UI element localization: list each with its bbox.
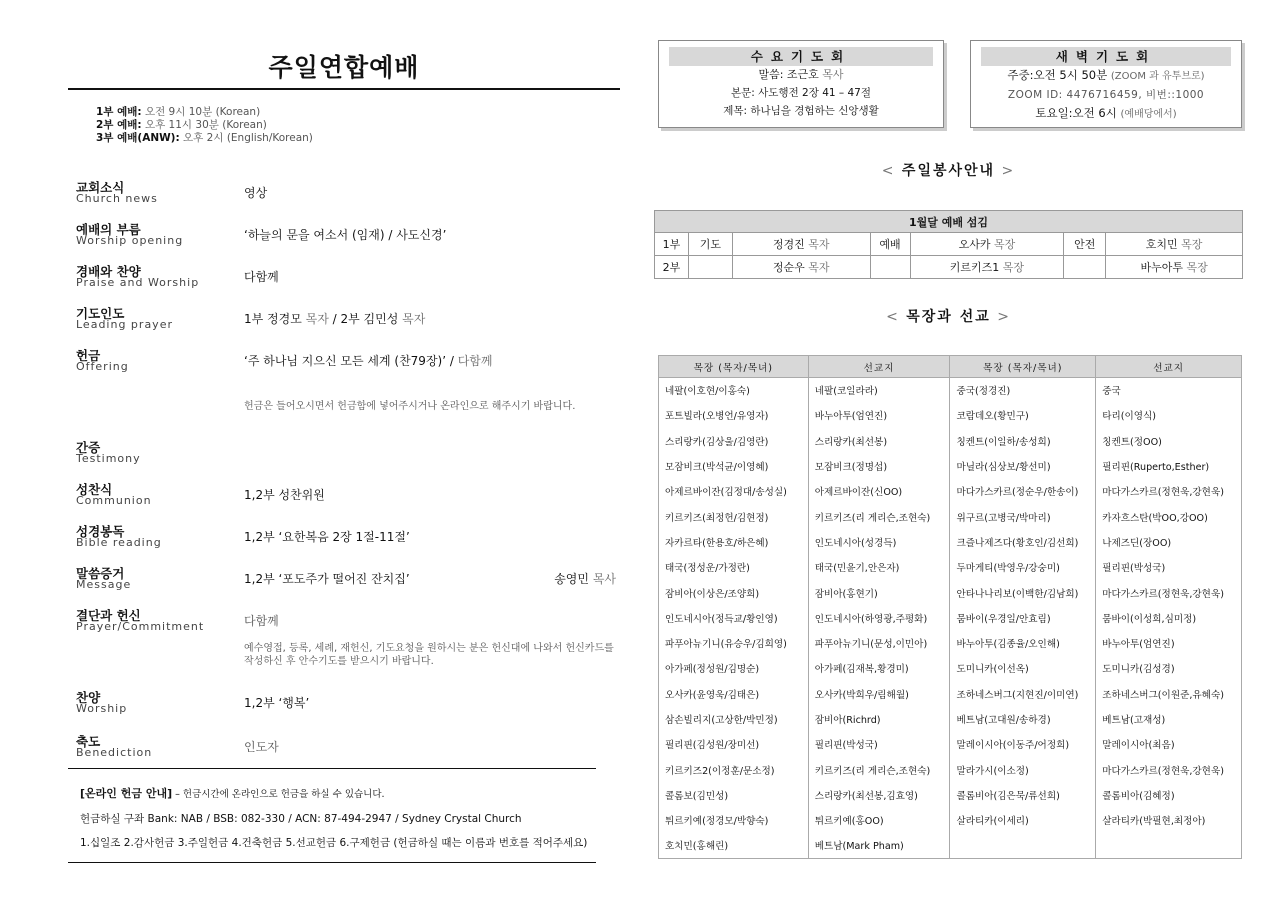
table-row <box>659 833 1242 858</box>
cell-mission-field: 나제즈딘(장OO) <box>1096 529 1242 554</box>
table-row <box>659 732 1242 757</box>
cell-mission-field: 아제르바이잔(신OO) <box>808 479 950 504</box>
cell-group: 아제르바이잔(김정대/송성실) <box>659 479 809 504</box>
cell-mission-field: 스리랑카(최선봉,김효영) <box>808 782 950 807</box>
cell-mission-field: 콜롬비아(김혜정) <box>1096 782 1242 807</box>
cell-group: 파푸아뉴기니(유승우/김희영) <box>659 630 809 655</box>
cell-mission-field: 도미니카(김성경) <box>1096 656 1242 681</box>
cell-mission-field: 마다가스카르(정현욱,강현욱) <box>1096 757 1242 782</box>
cell-mission-field: 키르키즈(리 게리슨,조현숙) <box>808 504 950 529</box>
cell-group: 말라가시(이소정) <box>950 757 1096 782</box>
cell-group: 호치민(홍해린) <box>659 833 809 858</box>
cell-mission-field: 살라티카(박필현,최정아) <box>1096 808 1242 833</box>
cell-group: 중국(정경진) <box>950 378 1096 403</box>
cell-group: 크즐나제즈다(황호인/김선희) <box>950 529 1096 554</box>
offering-divider <box>68 768 596 769</box>
cell-mission-field: 타리(이영식) <box>1096 403 1242 428</box>
cell-mission-field: 파푸아뉴기니(문성,이민아) <box>808 630 950 655</box>
service-times <box>96 106 313 145</box>
service-time-1: 1부 예배: 오전 9시 10분 (Korean) <box>96 106 261 118</box>
cell-mission-field: 튀르키예(홍OO) <box>808 808 950 833</box>
cell-group: 네팔(이호현/이홍숙) <box>659 378 809 403</box>
cell-mission-field: 인도네시아(하영광,주평화) <box>808 605 950 630</box>
table-row <box>659 681 1242 706</box>
table-row <box>659 555 1242 580</box>
duty-row: 2부 정순우 목자 키르키즈1 목장 바누아투 목장 <box>655 256 1243 279</box>
cell-mission-field: 말레이시아(최음) <box>1096 732 1242 757</box>
cell-mission-field: 필리핀(Ruperto,Esther) <box>1096 453 1242 478</box>
table-row <box>659 782 1242 807</box>
cell-group: 태국(정성운/가정란) <box>659 555 809 580</box>
cell-mission-field: 마다가스카르(정현욱,강현욱) <box>1096 580 1242 605</box>
cell-mission-field: 태국(민윤기,안은자) <box>808 555 950 580</box>
cell-group: 삼손빌리지(고상한/박민정) <box>659 706 809 731</box>
cell-mission-field <box>1096 833 1242 858</box>
cell-group: 자카르타(한용호/하은혜) <box>659 529 809 554</box>
table-row <box>659 479 1242 504</box>
cell-mission-field: 카자흐스탄(박OO,강OO) <box>1096 504 1242 529</box>
cell-group: 키르키즈2(이정훈/문소정) <box>659 757 809 782</box>
cell-group: 칭켄트(이일하/송성희) <box>950 428 1096 453</box>
cell-mission-field: 베트남(고재성) <box>1096 706 1242 731</box>
table-row <box>659 757 1242 782</box>
cell-group: 안타나나리보(이백한/김남희) <box>950 580 1096 605</box>
wednesday-prayer-box: 수요기도회 말씀: 조근호 목사 본문: 사도행전 2장 41 – 47절 제목: 하나님을 경험하는 신앙생활 <box>658 40 944 128</box>
mission-table-body <box>659 378 1242 859</box>
table-row <box>659 656 1242 681</box>
cell-mission-field: 바누아투(엄연진) <box>1096 630 1242 655</box>
cell-group: 베트남(고대원/송하경) <box>950 706 1096 731</box>
cell-mission-field: 칭켄트(정OO) <box>1096 428 1242 453</box>
table-row <box>659 504 1242 529</box>
mission-heading: < 목장과 선교 > <box>886 309 1011 325</box>
offering-types: 1.십일조 2.감사헌금 3.주일헌금 4.건축헌금 5.선교헌금 6.구제헌금 (헌금하실 때는 이름과 번호를 적어주세요) <box>80 837 588 849</box>
table-row <box>659 428 1242 453</box>
cell-mission-field: 잠비아(Richrd) <box>808 706 950 731</box>
cell-mission-field: 인도네시아(성경득) <box>808 529 950 554</box>
cell-group: 인도네시아(정득교/황인영) <box>659 605 809 630</box>
cell-mission-field: 조하네스버그(이원준,유혜숙) <box>1096 681 1242 706</box>
service-time-2: 2부 예배: 오후 11시 30분 (Korean) <box>96 119 267 131</box>
page-title: 주일연합예배 <box>268 53 420 82</box>
cell-mission-field: 네팔(코일라라) <box>808 378 950 403</box>
title-divider <box>68 88 620 90</box>
online-offering-info: [온라인 헌금 안내] – 헌금시간에 온라인으로 헌금을 하실 수 있습니다. 헌금하실 구좌 Bank: NAB / BSB: 082-330 / ACN: 87-494-2947 / Sydney Crystal Church 1.십일조 2.감사헌금 3.주일헌금 4.건축헌금 5.선교헌금 6.구제헌금 (헌금하실 때는 이름과 번호를 적어주세요) <box>80 782 610 855</box>
bottom-divider <box>68 862 596 863</box>
cell-group <box>950 833 1096 858</box>
cell-group: 오사카(윤영욱/김태은) <box>659 681 809 706</box>
service-time-3: 3부 예배(ANW): 오후 2시 (English/Korean) <box>96 132 313 144</box>
cell-group: 두마게티(박영우/강숭미) <box>950 555 1096 580</box>
cell-mission-field: 뭄바이(이성희,심미정) <box>1096 605 1242 630</box>
cell-group: 바누아투(김종율/오인해) <box>950 630 1096 655</box>
cell-mission-field: 아가페(김재복,황경미) <box>808 656 950 681</box>
cell-mission-field: 바누아투(엄연진) <box>808 403 950 428</box>
cell-mission-field: 오사카(박희우/림해월) <box>808 681 950 706</box>
cell-mission-field: 키르키즈(리 게리슨,조현숙) <box>808 757 950 782</box>
bank-details: 헌금하실 구좌 Bank: NAB / BSB: 082-330 / ACN: 87-494-2947 / Sydney Crystal Church <box>80 813 522 825</box>
table-row <box>659 580 1242 605</box>
duty-row: 1부 기도 정경진 목자 예배 오사카 목장 안전 호치민 목장 <box>655 233 1243 256</box>
duty-table: 1월달 예배 섬김 1부 기도 정경진 목자 예배 오사카 목장 안전 호치민 목장 2부 정순우 목자 키르키즈1 목장 바누아투 목장 <box>654 210 1243 279</box>
offering-note: 헌금은 들어오시면서 헌금함에 넣어주시거나 온라인으로 해주시기 바랍니다. <box>244 401 576 412</box>
table-row <box>659 529 1242 554</box>
cell-group: 코람데오(황민구) <box>950 403 1096 428</box>
cell-group: 위구르(고병국/박마리) <box>950 504 1096 529</box>
cell-group: 도미니카(이선옥) <box>950 656 1096 681</box>
cell-mission-field: 필리핀(박성국) <box>808 732 950 757</box>
cell-mission-field: 모잠비크(정명섭) <box>808 453 950 478</box>
cell-group: 말레이시아(이동주/어정희) <box>950 732 1096 757</box>
cell-group: 뭄바이(우경일/안효림) <box>950 605 1096 630</box>
cell-group: 포트빌라(오병언/유영자) <box>659 403 809 428</box>
table-row <box>659 378 1242 403</box>
wednesday-prayer-title: 수요기도회 <box>669 47 933 66</box>
cell-group: 마다가스카르(정순우/한송이) <box>950 479 1096 504</box>
cell-group: 살라티카(이세리) <box>950 808 1096 833</box>
table-row <box>659 453 1242 478</box>
cell-mission-field: 잠비아(홍현기) <box>808 580 950 605</box>
cell-group: 스리랑카(김상울/김영란) <box>659 428 809 453</box>
table-row <box>659 403 1242 428</box>
cell-group: 튀르키예(정경모/박향숙) <box>659 808 809 833</box>
cell-group: 콜롬비아(김은묵/류선희) <box>950 782 1096 807</box>
cell-mission-field: 필리핀(박성국) <box>1096 555 1242 580</box>
table-row <box>659 630 1242 655</box>
cell-mission-field: 마다가스카르(정현욱,강현욱) <box>1096 479 1242 504</box>
commitment-note: 예수영접, 등록, 세례, 재헌신, 기도요청을 원하시는 분은 헌신대에 나와서 헌신카드를 작성하신 후 안수기도를 받으시기 바랍니다. <box>244 643 614 667</box>
dawn-prayer-box: 새벽기도회 주중:오전 5시 50분 (ZOOM 과 유투브로) ZOOM ID: 4476716459, 비번::1000 토요일:오전 6시 (예배당에서) <box>970 40 1242 128</box>
cell-mission-field: 중국 <box>1096 378 1242 403</box>
duty-heading: < 주일봉사안내 > <box>881 163 1016 179</box>
cell-group: 잠비아(이상은/조양희) <box>659 580 809 605</box>
dawn-prayer-title: 새벽기도회 <box>981 47 1231 66</box>
table-row <box>659 605 1242 630</box>
preacher: 송영민 목사 <box>554 572 616 586</box>
mission-table: 목장 (목자/목녀) 선교지 목장 (목자/목녀) 선교지 네팔(이호현/이홍숙) 네팔(코일라라) 중국(정경진) 중국 포트빌라(오병언/유영자) 바누아투(엄연진) 코람데오(황민구) 타리(이영식) 스리랑카(김상울/김영란) 스리랑카(최선봉) 칭켄트(이일하/송성희) 칭켄트(정OO) 모잠비크(박석균/이영혜) 모잠비크(정명섭) 마닐라(심상보/황선미) 필리핀(Ruperto,Esther) 아제르바이잔(김정대/송성실) 아제르바이잔(신OO) 마다가스카르(정순우/한송이) 마다가스카르(정현욱,강현욱) 키르키즈(최정헌/김현정) 키르키즈(리 게리슨,조현숙) 위구르(고병국/박마리) 카자흐스탄(박OO,강OO) 자카르타(한용호/하은혜) 인도네시아(성경득) 크즐나제즈다(황호인/김선희) 나제즈딘(장OO) 태국(정성운/가정란) 태국(민윤기,안은자) 두마게티(박영우/강숭미) 필리핀(박성국) 잠비아(이상은/조양희) 잠비아(홍현기) 안타나나리보(이백한/김남희) 마다가스카르(정현욱,강현욱) 인도네시아(정득교/황인영) 인도네시아(하영광,주평화) 뭄바이(우경일/안효림) 뭄바이(이성희,심미정) 파푸아뉴기니(유승우/김희영) 파푸아뉴기니(문성,이민아) 바누아투(김종율/오인해) 바누아투(엄연진) 아가페(정성원/김명순) 아가페(김재복,황경미) 도미니카(이선옥) 도미니카(김성경) 오사카(윤영욱/김태은) 오사카(박희우/림해월) 조하네스버그(지현진/이미연) 조하네스버그(이원준,유혜숙) 삼손빌리지(고상한/박민정) 잠비아(Richrd) 베트남(고대원/송하경) 베트남(고재성) 필리핀(김성원/장미선) 필리핀(박성국) 말레이시아(이동주/어정희) 말레이시아(최음) 키르키즈2(이정훈/문소정) 키르키즈(리 게리슨,조현숙) 말라가시(이소정) 마다가스카르(정현욱,강현욱) 콜롬보(김민성) 스리랑카(최선봉,김효영) 콜롬비아(김은묵/류선희) 콜롬비아(김혜정) 튀르키예(정경모/박향숙) 튀르키예(홍OO) 살라티카(이세리) 살라티카(박필현,최정아) 호치민(홍해린) 베트남(Mark Pham) <box>658 355 1242 859</box>
cell-mission-field: 스리랑카(최선봉) <box>808 428 950 453</box>
cell-group: 모잠비크(박석균/이영혜) <box>659 453 809 478</box>
cell-group: 콜롬보(김민성) <box>659 782 809 807</box>
table-row <box>659 706 1242 731</box>
cell-group: 필리핀(김성원/장미선) <box>659 732 809 757</box>
cell-group: 아가페(정성원/김명순) <box>659 656 809 681</box>
cell-group: 조하네스버그(지현진/이미연) <box>950 681 1096 706</box>
table-row <box>659 808 1242 833</box>
cell-mission-field: 베트남(Mark Pham) <box>808 833 950 858</box>
cell-group: 키르키즈(최정헌/김현정) <box>659 504 809 529</box>
cell-group: 마닐라(심상보/황선미) <box>950 453 1096 478</box>
